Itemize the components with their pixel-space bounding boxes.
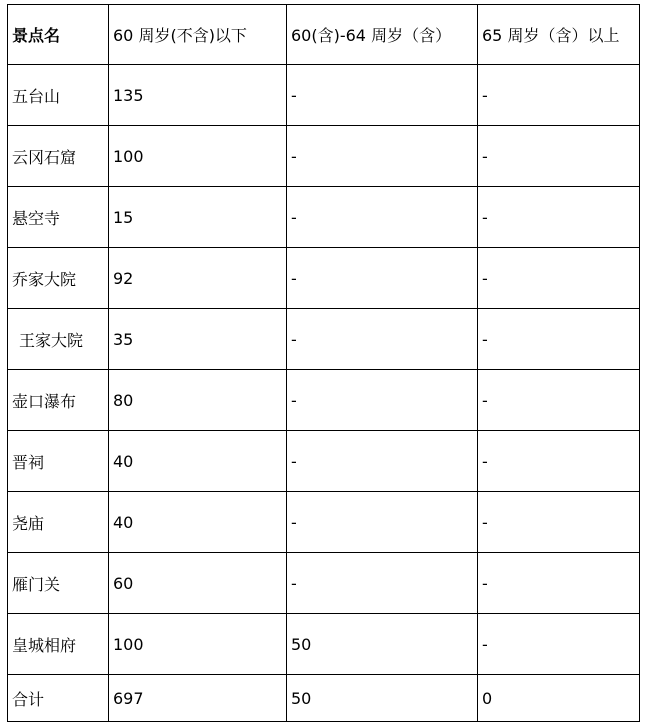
- table-row: [8, 126, 640, 187]
- cell-under-60: 40: [109, 492, 287, 553]
- header-65-plus: 65 周岁（含）以上: [478, 5, 640, 65]
- cell-60-to-64: -: [287, 553, 478, 614]
- cell-65-plus: -: [478, 431, 640, 492]
- cell-under-60: 35: [109, 309, 287, 370]
- cell-60-to-64: -: [287, 492, 478, 553]
- total-60-to-64: 50: [287, 675, 478, 722]
- cell-60-to-64: -: [287, 431, 478, 492]
- cell-under-60: 40: [109, 431, 287, 492]
- table-row: [8, 431, 640, 492]
- cell-65-plus: -: [478, 187, 640, 248]
- cell-spot-name: 云冈石窟: [8, 126, 109, 187]
- cell-60-to-64: -: [287, 370, 478, 431]
- cell-under-60: 100: [109, 126, 287, 187]
- cell-60-to-64: -: [287, 248, 478, 309]
- cell-60-to-64: -: [287, 309, 478, 370]
- cell-spot-name: 五台山: [8, 65, 109, 126]
- cell-under-60: 100: [109, 614, 287, 675]
- ticket-price-table: [7, 4, 640, 722]
- cell-65-plus: -: [478, 614, 640, 675]
- header-under-60: 60 周岁(不含)以下: [109, 5, 287, 65]
- cell-60-to-64: -: [287, 126, 478, 187]
- cell-65-plus: -: [478, 126, 640, 187]
- table-row: [8, 187, 640, 248]
- cell-spot-name: 悬空寺: [8, 187, 109, 248]
- cell-60-to-64: -: [287, 65, 478, 126]
- table-header-row: [8, 5, 640, 65]
- table-row: [8, 492, 640, 553]
- table-row: [8, 614, 640, 675]
- total-row: [8, 675, 640, 722]
- table-row: [8, 553, 640, 614]
- cell-60-to-64: 50: [287, 614, 478, 675]
- cell-spot-name: 晋祠: [8, 431, 109, 492]
- table-row: [8, 248, 640, 309]
- cell-65-plus: -: [478, 65, 640, 126]
- cell-65-plus: -: [478, 309, 640, 370]
- cell-65-plus: -: [478, 248, 640, 309]
- header-60-to-64: 60(含)-64 周岁（含）: [287, 5, 478, 65]
- table-row: [8, 65, 640, 126]
- cell-65-plus: -: [478, 370, 640, 431]
- total-65-plus: 0: [478, 675, 640, 722]
- cell-spot-name: 王家大院: [8, 309, 109, 370]
- table-row: [8, 309, 640, 370]
- cell-65-plus: -: [478, 553, 640, 614]
- cell-spot-name: 乔家大院: [8, 248, 109, 309]
- cell-under-60: 80: [109, 370, 287, 431]
- header-scenic-spot: 景点名: [8, 5, 109, 65]
- table-row: [8, 370, 640, 431]
- cell-60-to-64: -: [287, 187, 478, 248]
- total-under-60: 697: [109, 675, 287, 722]
- cell-under-60: 92: [109, 248, 287, 309]
- cell-spot-name: 皇城相府: [8, 614, 109, 675]
- cell-under-60: 15: [109, 187, 287, 248]
- total-label: 合计: [8, 675, 109, 722]
- cell-under-60: 60: [109, 553, 287, 614]
- cell-spot-name: 尧庙: [8, 492, 109, 553]
- cell-spot-name: 雁门关: [8, 553, 109, 614]
- cell-under-60: 135: [109, 65, 287, 126]
- cell-65-plus: -: [478, 492, 640, 553]
- cell-spot-name: 壶口瀑布: [8, 370, 109, 431]
